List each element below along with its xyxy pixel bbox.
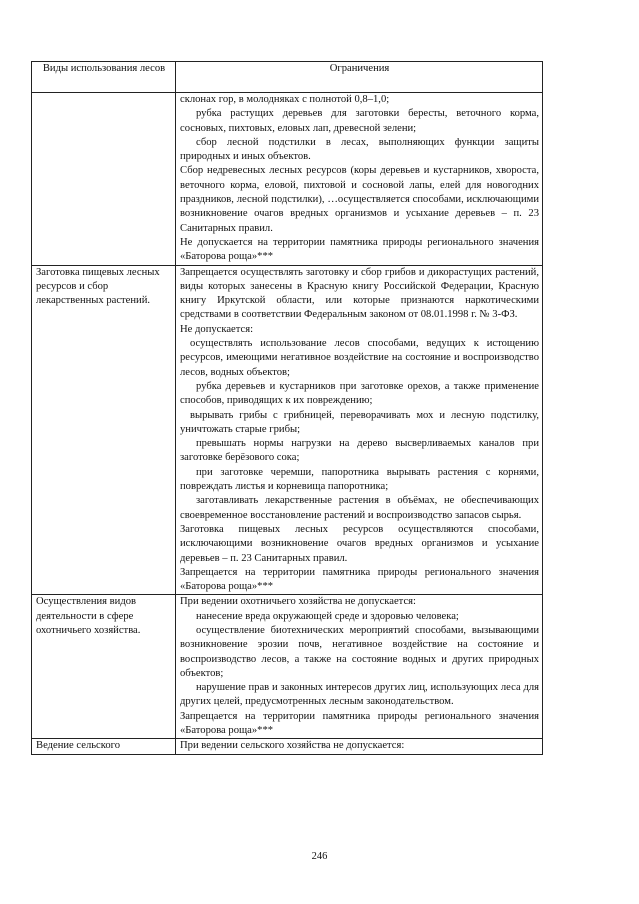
restrictions-cell (176, 265, 543, 595)
restriction-paragraph: Запрещается осуществлять заготовку и сбор грибов и дикорастущих растений, виды которых занесены в Красную книгу Российской Федерации, Красную книгу Иркутской области, или которые признаются наркотическими средствами в соответствии Федеральным законом от 08.01.1998 г. № 3-ФЗ. (180, 266, 539, 321)
header-restrictions: Ограничения (176, 62, 543, 93)
table-row (32, 265, 543, 595)
restriction-paragraph: Запрещается на территории памятника природы регионального значения «Баторова роща»*** (180, 710, 539, 737)
forest-use-type-cell: Ведение сельского (32, 739, 176, 754)
restriction-paragraph: осуществлять использование лесов способами, ведущих к истощению ресурсов, имеющими негативное воздействие на состояние и воспроизводство лесов, водных объектов; (180, 338, 539, 378)
restriction-paragraph: нанесение вреда окружающей среде и здоровью человека; (196, 610, 459, 622)
restrictions-cell (176, 739, 543, 754)
restriction-paragraph: Сбор недревесных лесных ресурсов (коры деревьев и кустарников, хвороста, веточного корма, еловой, пихтовой и сосновой лапы, елей для новогодних праздников, лесной подстилки), …осуществляется способами, исключающими возникновение очагов вредных организмов и усыхание деревьев – п. 23 Санитарных правил. (180, 165, 539, 234)
restrictions-table (31, 61, 543, 755)
forest-use-type-cell (32, 93, 176, 266)
forest-use-type-cell: Осуществления видов деятельности в сфере охотничьего хозяйства. (32, 595, 176, 739)
restriction-paragraph: при заготовке черемши, папоротника вырывать растения с корнями, повреждать листья и корневища папоротника; (180, 466, 539, 493)
restriction-paragraph: рубка растущих деревьев для заготовки бересты, веточного корма, сосновых, пихтовых, еловых лап, древесной зелени; (180, 108, 539, 134)
table-row (32, 595, 543, 739)
restriction-paragraph: Запрещается на территории памятника природы регионального значения «Баторова роща»*** (180, 566, 539, 593)
restriction-paragraph: сбор лесной подстилки в лесах, выполняющих функции защиты природных и иных объектов. (180, 136, 539, 163)
restriction-paragraph: рубка деревьев и кустарников при заготовке орехов, а также применение способов, приводящих к их повреждению; (180, 380, 539, 407)
restriction-paragraph: заготавливать лекарственные растения в объёмах, не обеспечивающих своевременное восстановление растений и воспроизводство запасов сырья. (180, 495, 539, 521)
restriction-paragraph: превышать нормы нагрузки на дерево высверливаемых каналов при заготовке берёзового сока; (180, 438, 539, 464)
restriction-paragraph: вырывать грибы с грибницей, переворачивать мох и лесную подстилку, уничтожать старые грибы; (180, 409, 539, 435)
restriction-paragraph: При ведении охотничьего хозяйства не допускается: (180, 596, 416, 608)
restriction-paragraph: Не допускается на территории памятника природы регионального значения «Баторова роща»*** (180, 236, 539, 263)
restriction-paragraph: При ведении сельского хозяйства не допускается: (180, 740, 405, 752)
table-row (32, 739, 543, 754)
restriction-paragraph: осуществление биотехнических мероприятий способами, вызывающими возникновение эрозии почв, негативное воздействие на состояние и воспроизводство лесов, а также на состояние водных и других природных объектов; (180, 624, 539, 679)
restriction-paragraph: Заготовка пищевых лесных ресурсов осуществляются способами, исключающими возникновение очагов вредных организмов и усыхание деревьев – п. 23 Санитарных правил. (180, 523, 539, 564)
header-forest-use-types: Виды использования лесов (32, 62, 176, 93)
restrictions-cell (176, 595, 543, 739)
restriction-paragraph: склонах гор, в молодняках с полнотой 0,8–1,0; (180, 94, 390, 105)
table-row (32, 93, 543, 266)
restrictions-cell (176, 93, 543, 266)
table-header-row (32, 62, 543, 93)
restriction-paragraph: нарушение прав и законных интересов других лиц, использующих леса для других целей, предусмотренных лесным законодательством. (180, 682, 539, 708)
page-number: 246 (311, 851, 328, 862)
forest-use-type-cell: Заготовка пищевых лесных ресурсов и сбор лекарственных растений. (32, 265, 176, 595)
restriction-paragraph: Не допускается: (180, 323, 254, 335)
